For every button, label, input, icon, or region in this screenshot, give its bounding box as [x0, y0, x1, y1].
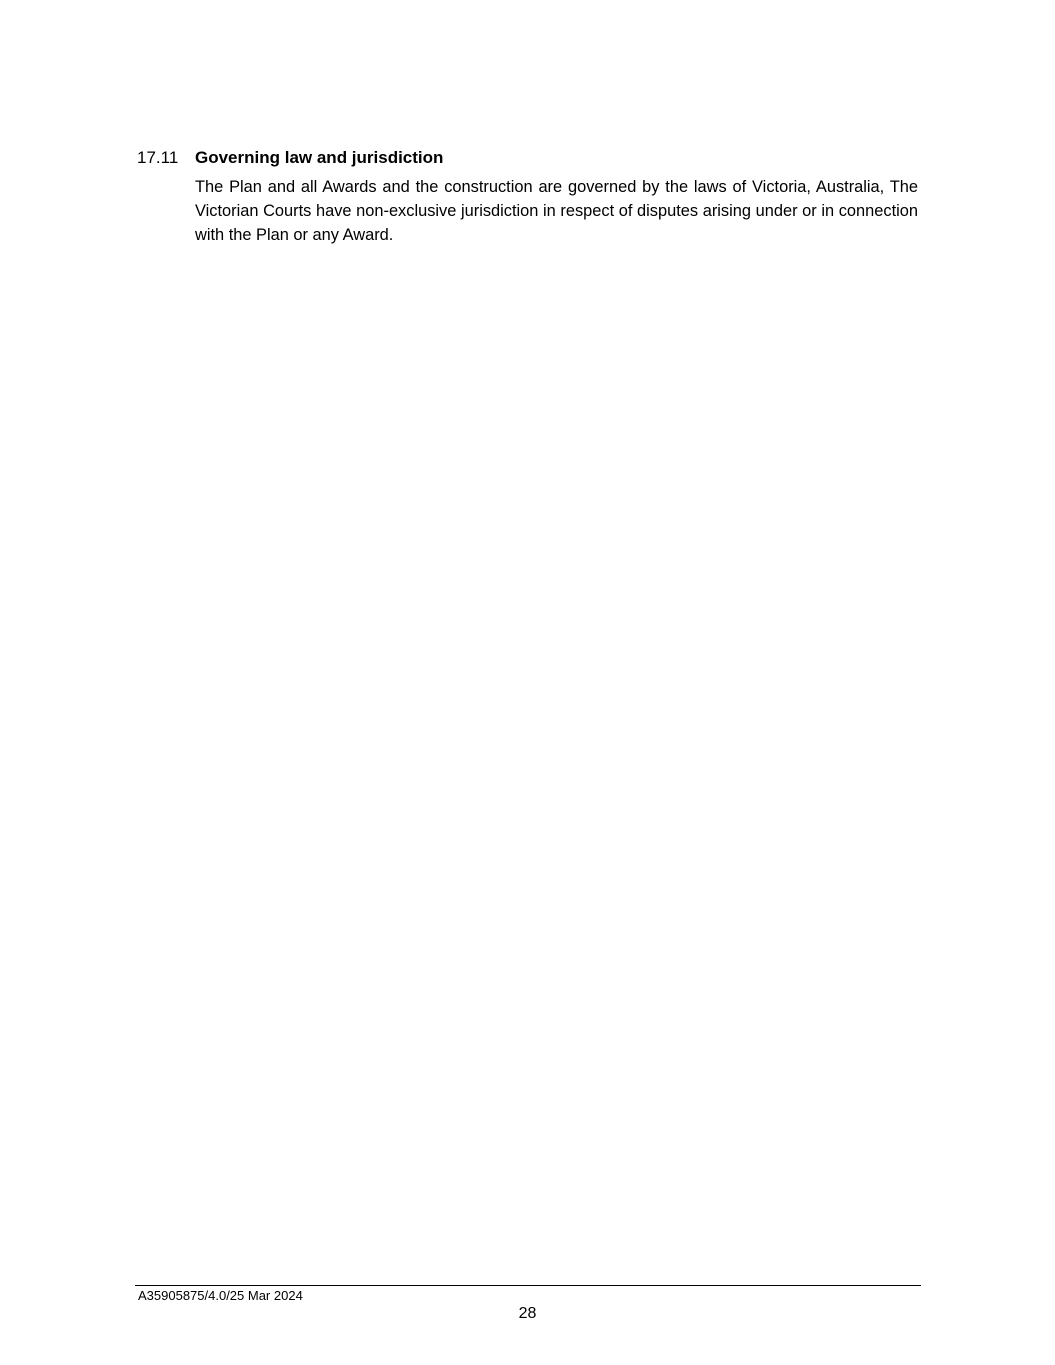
clause-17-11 [137, 146, 918, 247]
clause-body-text: The Plan and all Awards and the construction are governed by the laws of Victoria, Australia, The Victorian Courts have non-exclusive jurisdiction in respect of disputes arising under or in connection with the Plan or any Award. [195, 178, 918, 244]
footer-divider [135, 1285, 921, 1286]
page-number: 28 [518, 1305, 537, 1322]
clause-heading [137, 146, 918, 170]
clause-title: Governing law and jurisdiction [195, 148, 444, 167]
clause-number: 17.11 [137, 148, 179, 167]
document-reference: A35905875/4.0/25 Mar 2024 [138, 1288, 303, 1303]
